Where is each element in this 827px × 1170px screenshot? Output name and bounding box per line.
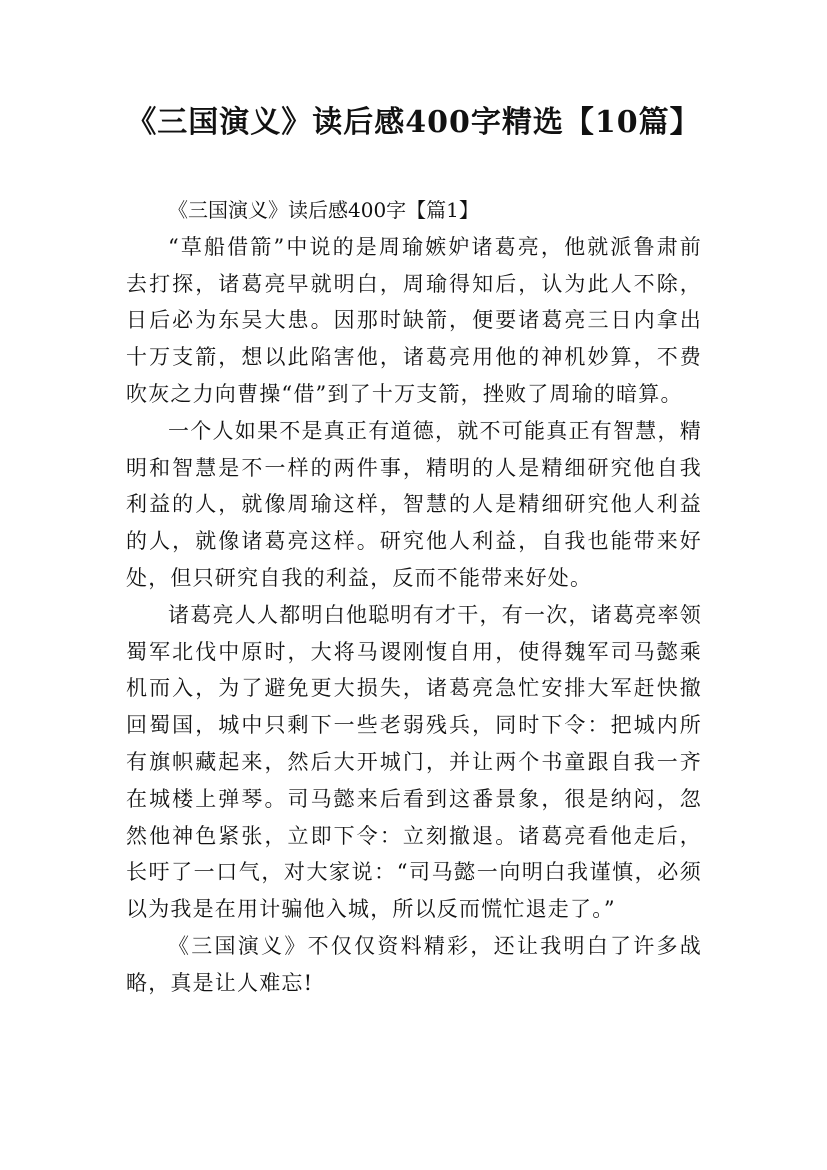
- document-title: 《三国演义》读后感400字精选【10篇】: [126, 105, 701, 140]
- section-heading: 《三国演义》读后感400字【篇1】: [168, 198, 479, 222]
- paragraph-1: “草船借箭”中说的是周瑜嫉妒诸葛亮，他就派鲁肃前去打探，诸葛亮早就明白，周瑜得知后，认为此人不除，日后必为东吴大患。因那时缺箭，便要诸葛亮三日内拿出十万支箭，想以此陷害他，诸葛亮用他的神机妙算，不费吹灰之力向曹操“借”到了十万支箭，挫败了周瑜的暗算。: [126, 234, 702, 406]
- paragraph-4: 《三国演义》不仅仅资料精彩，还让我明白了许多战略，真是让人难忘!: [126, 933, 702, 995]
- paragraph-3: 诸葛亮人人都明白他聪明有才干，有一次，诸葛亮率领蜀军北伐中原时，大将马谡刚愎自用，使得魏军司马懿乘机而入，为了避免更大损失，诸葛亮急忙安排大军赶快撤回蜀国，城中只剩下一些老弱残兵，同时下令：把城内所有旗帜藏起来，然后大开城门，并让两个书童跟自我一齐在城楼上弹琴。司马懿来后看到这番景象，很是纳闷，忽然他神色紧张，立即下令：立刻撤退。诸葛亮看他走后，长吁了一口气，对大家说：“司马懿一向明白我谨慎，必须以为我是在用计骗他入城，所以反而慌忙退走了。”: [126, 602, 702, 922]
- document-body: [126, 192, 702, 1002]
- paragraph-2: 一个人如果不是真正有道德，就不可能真正有智慧，精明和智慧是不一样的两件事，精明的人是精细研究他自我利益的人，就像周瑜这样，智慧的人是精细研究他人利益的人，就像诸葛亮这样。研究他人利益，自我也能带来好处，但只研究自我的利益，反而不能带来好处。: [126, 418, 702, 590]
